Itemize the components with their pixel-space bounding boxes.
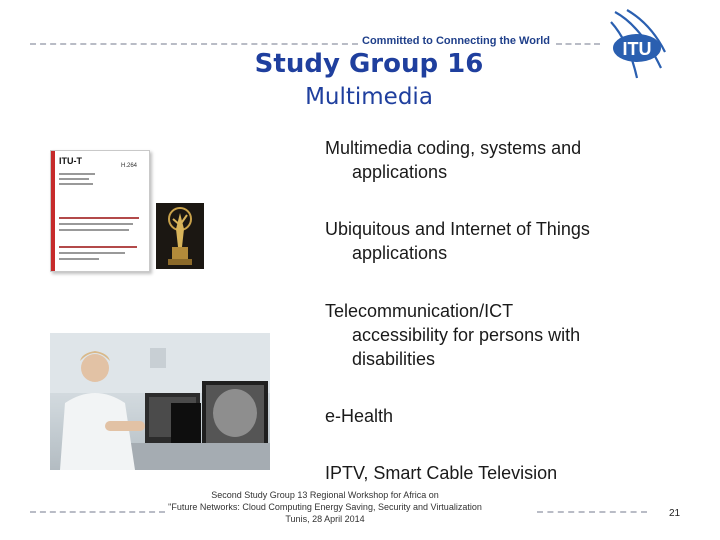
footer-rule-right <box>537 511 647 513</box>
footer-rule-left <box>30 511 165 513</box>
emmy-award-image <box>156 203 204 269</box>
ehealth-photo <box>50 333 270 470</box>
page-number: 21 <box>669 508 681 519</box>
document-code: H.264 <box>121 163 138 169</box>
footer-event: Second Study Group 13 Regional Workshop for Africa on "Future Networks: Cloud Computing Energy Saving, Security and Virtualization Tunis, 28 April 2014 <box>168 490 482 524</box>
list-item: IPTV, Smart Cable Television <box>325 463 558 483</box>
list-item: Telecommunication/ICT accessibility for persons with disabilities <box>325 301 581 369</box>
list-item: Multimedia coding, systems and applications <box>325 138 582 182</box>
header-rule-left <box>30 43 358 45</box>
document-brand: ITU-T <box>59 156 82 166</box>
page-title: Study Group 16 <box>254 49 484 79</box>
list-item: e-Health <box>325 406 394 426</box>
logo-text: ITU <box>622 39 652 59</box>
header-rule-right <box>556 43 600 45</box>
page-subtitle: Multimedia <box>305 84 433 110</box>
itu-t-document-image <box>50 150 150 272</box>
tagline: Committed to Connecting the World <box>362 35 551 47</box>
list-item: Ubiquitous and Internet of Things applications <box>325 219 590 263</box>
